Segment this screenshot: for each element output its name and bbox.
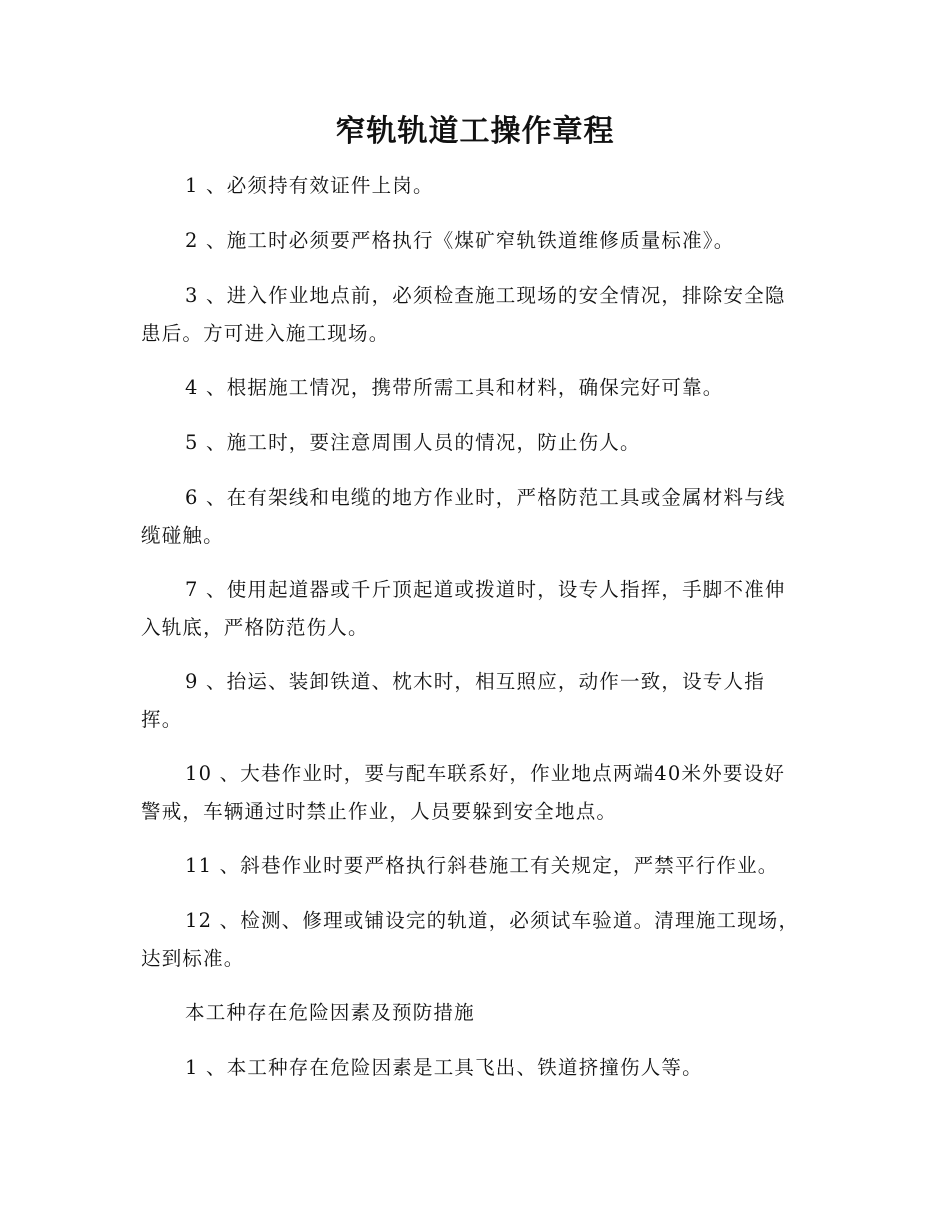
paragraph-1: 1 、必须持有效证件上岗。: [185, 174, 434, 197]
paragraph-5: 5 、施工时，要注意周围人员的情况，防止伤人。: [185, 431, 641, 454]
paragraph-6: 6 、在有架线和电缆的地方作业时，严格防范工具或金属材料与线缆碰触。: [141, 486, 786, 547]
paragraph-9: 9 、抬运、装卸铁道、枕木时，相互照应，动作一致，设专人指挥。: [141, 670, 765, 731]
document-body: [141, 167, 801, 1104]
paragraph-7: 7 、使用起道器或千斤顶起道或拨道时，设专人指挥，手脚不准伸入轨底，严格防范伤人。: [141, 578, 786, 639]
paragraph-4: 4 、根据施工情况，携带所需工具和材料，确保完好可靠。: [185, 376, 724, 399]
document-title: 窄轨轨道工操作章程: [335, 114, 615, 149]
paragraph-12: 12 、检测、修理或铺设完的轨道，必须试车验道。清理施工现场，达到标准。: [141, 909, 800, 970]
paragraph-11: 11 、斜巷作业时要严格执行斜巷施工有关规定，严禁平行作业。: [185, 854, 779, 877]
paragraph-2: 2 、施工时必须要严格执行《煤矿窄轨铁道维修质量标准》。: [185, 229, 735, 252]
section-heading-hazards: 本工种存在危险因素及预防措施: [185, 1001, 475, 1024]
hazard-paragraph-1: 1 、本工种存在危险因素是工具飞出、铁道挤撞伤人等。: [185, 1056, 703, 1079]
paragraph-3: 3 、进入作业地点前，必须检查施工现场的安全情况，排除安全隐患后。方可进入施工现场。: [141, 284, 786, 345]
paragraph-10: 10 、大巷作业时，要与配车联系好，作业地点两端40米外要设好警戒，车辆通过时禁止作业，人员要躲到安全地点。: [141, 762, 786, 823]
